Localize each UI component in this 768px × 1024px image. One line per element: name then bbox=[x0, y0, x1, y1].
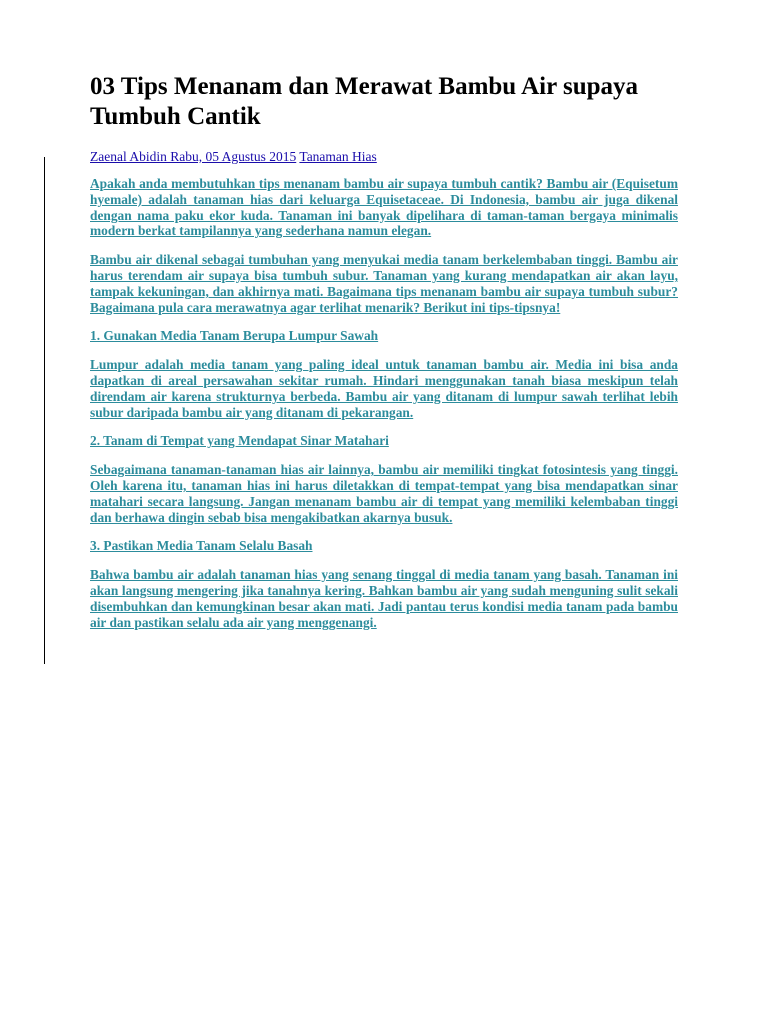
intro-paragraph-1 bbox=[90, 176, 678, 239]
article bbox=[90, 72, 678, 643]
intro-paragraph-1-text: Apakah anda membutuhkan tips menanam bambu air supaya tumbuh cantik? Bambu air (Equisetum hyemale) adalah tanaman hias dari keluarga Equisetaceae. Di Indonesia, bambu air juga dikenal dengan nama paku ekor kuda. Tanaman ini banyak dipelihara di taman-taman bergaya minimalis modern berkat tampilannya yang sederhana namun elegan. bbox=[90, 176, 678, 239]
tip-2-body bbox=[90, 462, 678, 525]
intro-paragraph-2 bbox=[90, 252, 678, 315]
intro-paragraph-2-text: Bambu air dikenal sebagai tumbuhan yang menyukai media tanam berkelembaban tinggi. Bambu air harus terendam air supaya bisa tumbuh subur. Tanaman yang kurang mendapatkan air akan layu, tampak kekuningan, dan akhirnya mati. Bagaimana tips menanam bambu air supaya tumbuh subur? Bagaimana pula cara merawatnya agar terlihat menarik? Berikut ini tips-tipsnya! bbox=[90, 252, 678, 315]
tip-3-body-text: Bahwa bambu air adalah tanaman hias yang senang tinggal di media tanam yang basah. Tanaman ini akan langsung mengering jika tanahnya kering. Bahkan bambu air yang sudah menguning sulit sekali disembuhkan dan kemungkinan besar akan mati. Jadi pantau terus kondisi media tanam pada bambu air dan pastikan selalu ada air yang menggenangi. bbox=[90, 567, 678, 630]
article-title: 03 Tips Menanam dan Merawat Bambu Air supaya Tumbuh Cantik bbox=[90, 73, 639, 130]
tip-1-body-text: Lumpur adalah media tanam yang paling ideal untuk tanaman bambu air. Media ini bisa anda dapatkan di areal persawahan sekitar rumah. Hindari menggunakan tanah biasa meskipun telah direndam air karena strukturnya berbeda. Bambu air yang ditanam di lumpur sawah terlihat lebih subur daripada bambu air yang ditanam di pekarangan. bbox=[90, 357, 678, 420]
left-margin-rule bbox=[44, 157, 45, 664]
tip-2-body-text: Sebagaimana tanaman-tanaman hias air lainnya, bambu air memiliki tingkat fotosintesis yang tinggi. Oleh karena itu, tanaman hias ini harus diletakkan di tempat-tempat yang bisa mendapatkan sinar matahari secara langsung. Jangan menanam bambu air di tempat yang memiliki kelembaban tinggi dan berhawa dingin sebab bisa mengakibatkan akarnya busuk. bbox=[90, 462, 678, 525]
tip-3-body bbox=[90, 567, 678, 630]
tip-1-body bbox=[90, 357, 678, 420]
category-link[interactable]: Tanaman Hias bbox=[299, 149, 377, 164]
tip-1-heading bbox=[90, 328, 678, 344]
tip-2-heading-text: 2. Tanam di Tempat yang Mendapat Sinar Matahari bbox=[90, 433, 389, 449]
tip-2-heading bbox=[90, 433, 678, 449]
tip-3-heading-text: 3. Pastikan Media Tanam Selalu Basah bbox=[90, 538, 313, 554]
author-date-link[interactable]: Zaenal Abidin Rabu, 05 Agustus 2015 bbox=[90, 149, 297, 164]
article-meta bbox=[90, 148, 678, 166]
tip-1-heading-text: 1. Gunakan Media Tanam Berupa Lumpur Sawah bbox=[90, 328, 379, 344]
tip-3-heading bbox=[90, 538, 678, 554]
